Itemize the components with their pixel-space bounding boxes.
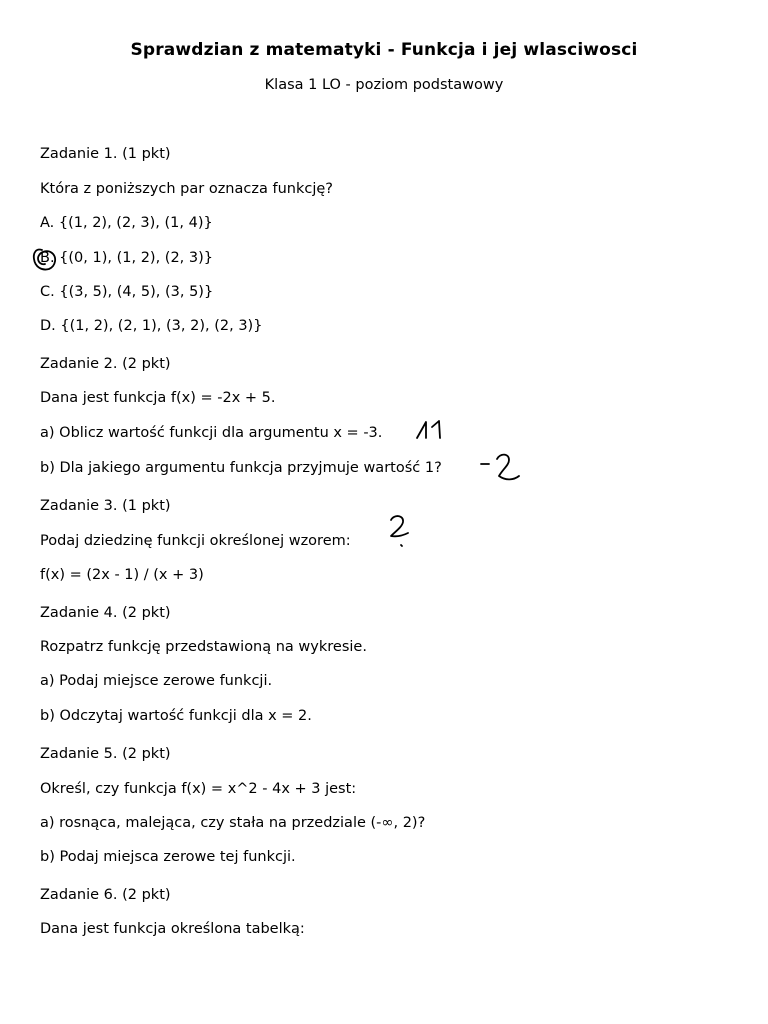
test-subtitle: Klasa 1 LO - poziom podstawowy [264,77,504,93]
task-4-statement: Rozpatrz funkcję przedstawioną na wykresie. [40,639,367,655]
task-4-header: Zadanie 4. (2 pkt) [40,605,171,621]
task-1-option-b: B. {(0, 1), (1, 2), (2, 3)} [40,250,214,266]
handwritten-circle-choice-b [30,244,60,274]
task-3-header: Zadanie 3. (1 pkt) [40,498,171,514]
task-1-header: Zadanie 1. (1 pkt) [40,146,171,162]
task-6-statement: Dana jest funkcja określona tabelką: [40,921,305,937]
handwritten-answer-11 [414,418,444,442]
handwritten-answer-minus-2 [478,452,524,482]
handwritten-answer-2 [386,514,412,550]
task-5-header: Zadanie 5. (2 pkt) [40,746,171,762]
task-2-part-a: a) Oblicz wartość funkcji dla argumentu x = -3. [40,425,383,441]
task-1-option-d: D. {(1, 2), (2, 1), (3, 2), (2, 3)} [40,318,263,334]
task-2-header: Zadanie 2. (2 pkt) [40,356,171,372]
task-2-part-b: b) Dla jakiego argumentu funkcja przyjmuje wartość 1? [40,460,442,476]
task-2-statement: Dana jest funkcja f(x) = -2x + 5. [40,390,276,406]
task-4-part-b: b) Odczytaj wartość funkcji dla x = 2. [40,708,312,724]
task-4-part-a: a) Podaj miejsce zerowe funkcji. [40,673,273,689]
task-1-option-c: C. {(3, 5), (4, 5), (3, 5)} [40,284,214,300]
task-3-formula: f(x) = (2x - 1) / (x + 3) [40,567,204,583]
test-title: Sprawdzian z matematyki - Funkcja i jej wlasciwosci [130,40,638,60]
task-5-part-b: b) Podaj miejsca zerowe tej funkcji. [40,849,296,865]
task-5-part-a: a) rosnąca, malejąca, czy stała na przedziale (-∞, 2)? [40,815,426,831]
task-3-statement: Podaj dziedzinę funkcji określonej wzorem: [40,533,351,549]
task-1-option-a: A. {(1, 2), (2, 3), (1, 4)} [40,215,213,231]
task-6-header: Zadanie 6. (2 pkt) [40,887,171,903]
task-5-statement: Określ, czy funkcja f(x) = x^2 - 4x + 3 jest: [40,781,357,797]
task-1-question: Która z poniższych par oznacza funkcję? [40,181,333,197]
